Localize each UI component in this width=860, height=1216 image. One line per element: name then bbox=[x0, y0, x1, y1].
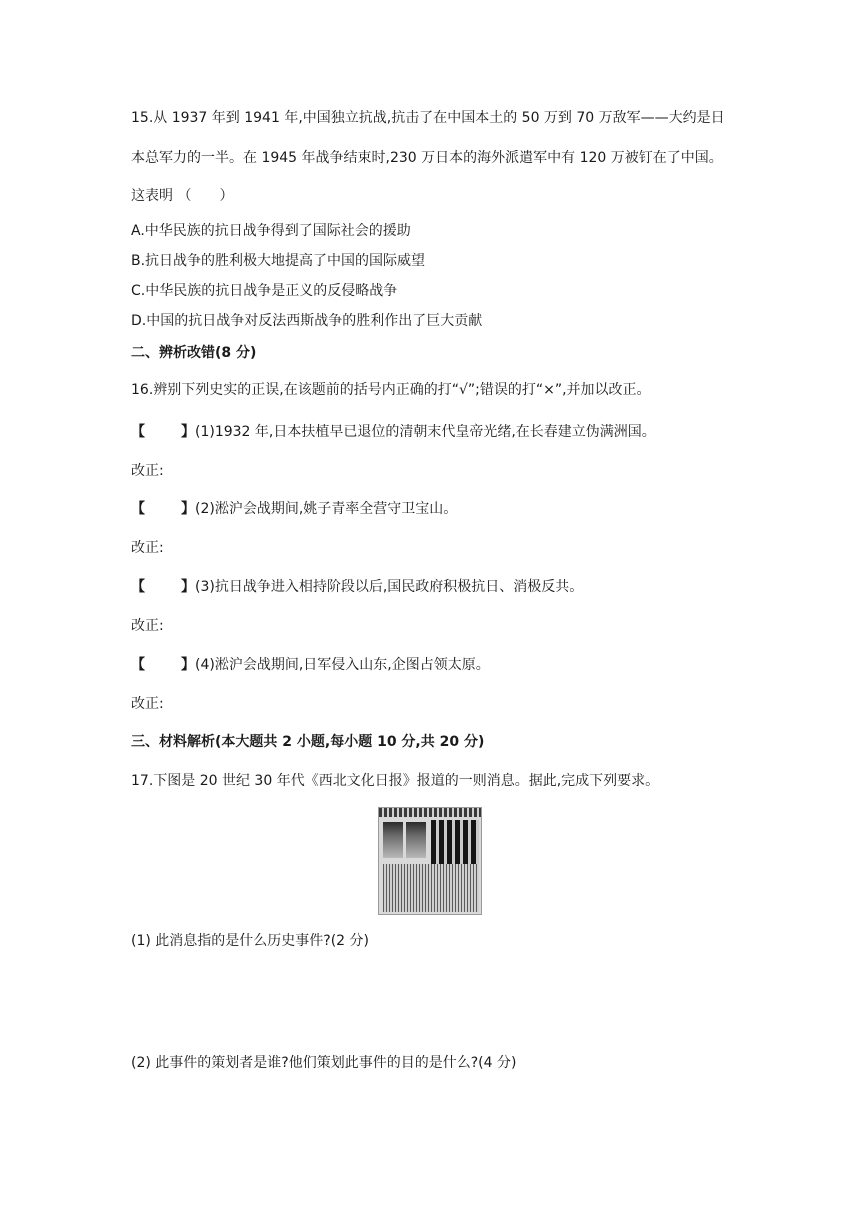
q16-item-3-text: (3)抗日战争进入相持阶段以后,国民政府积极抗日、消极反共。 bbox=[195, 579, 584, 595]
q16-item-2 bbox=[131, 499, 457, 519]
portrait-photo bbox=[406, 822, 426, 858]
q16-stem: 16.辨别下列史实的正误,在该题前的括号内正确的打“√”;错误的打“×”,并加以改正。 bbox=[131, 382, 651, 398]
q16-item-4-text: (4)淞沪会战期间,日军侵入山东,企图占领太原。 bbox=[195, 657, 490, 673]
newspaper-clipping-image bbox=[378, 807, 482, 915]
q16-item-3 bbox=[131, 577, 583, 597]
answer-bracket-close: 】 bbox=[181, 501, 195, 517]
q16-item-4 bbox=[131, 655, 490, 675]
answer-bracket-close: 】 bbox=[181, 579, 195, 595]
q15-option-a: A.中华民族的抗日战争得到了国际社会的援助 bbox=[131, 223, 411, 239]
newspaper-masthead bbox=[379, 808, 481, 817]
q16-item-1 bbox=[131, 422, 656, 442]
q16-correction-1: 改正: bbox=[131, 463, 164, 479]
answer-bracket-open: 【 bbox=[131, 657, 145, 673]
answer-bracket-open: 【 bbox=[131, 501, 145, 517]
q16-correction-4: 改正: bbox=[131, 696, 164, 712]
q16-correction-3: 改正: bbox=[131, 618, 164, 634]
q15-option-c: C.中华民族的抗日战争是正义的反侵略战争 bbox=[131, 283, 398, 299]
q17-stem: 17.下图是 20 世纪 30 年代《西北文化日报》报道的一则消息。据此,完成下列要求。 bbox=[131, 773, 660, 789]
newspaper-body-text bbox=[383, 864, 479, 912]
q15-option-d: D.中国的抗日战争对反法西斯战争的胜利作出了巨大贡献 bbox=[131, 313, 483, 329]
answer-bracket-close: 】 bbox=[181, 424, 195, 440]
q15-option-b: B.抗日战争的胜利极大地提高了中国的国际威望 bbox=[131, 253, 426, 269]
portrait-photo bbox=[383, 822, 403, 858]
q17-sub-question-1: (1) 此消息指的是什么历史事件?(2 分) bbox=[131, 933, 369, 949]
section-2-title: 二、辨析改错(8 分) bbox=[131, 345, 257, 361]
q15-line-1: 15.从 1937 年到 1941 年,中国独立抗战,抗击了在中国本土的 50 万到 70 万敌军——大约是日 bbox=[131, 110, 725, 126]
newspaper-headline bbox=[431, 820, 479, 870]
q17-sub-question-2: (2) 此事件的策划者是谁?他们策划此事件的目的是什么?(4 分) bbox=[131, 1055, 517, 1071]
answer-bracket-close: 】 bbox=[181, 657, 195, 673]
answer-bracket-open: 【 bbox=[131, 424, 145, 440]
q15-line-3: 这表明 （ ） bbox=[131, 188, 234, 204]
section-3-title: 三、材料解析(本大题共 2 小题,每小题 10 分,共 20 分) bbox=[131, 734, 485, 750]
q16-item-1-text: (1)1932 年,日本扶植早已退位的清朝末代皇帝光绪,在长春建立伪满洲国。 bbox=[195, 424, 656, 440]
q16-item-2-text: (2)淞沪会战期间,姚子青率全营守卫宝山。 bbox=[195, 501, 458, 517]
answer-bracket-open: 【 bbox=[131, 579, 145, 595]
q15-line-2: 本总军力的一半。在 1945 年战争结束时,230 万日本的海外派遣军中有 120 万被钉在了中国。 bbox=[131, 150, 723, 166]
q16-correction-2: 改正: bbox=[131, 540, 164, 556]
